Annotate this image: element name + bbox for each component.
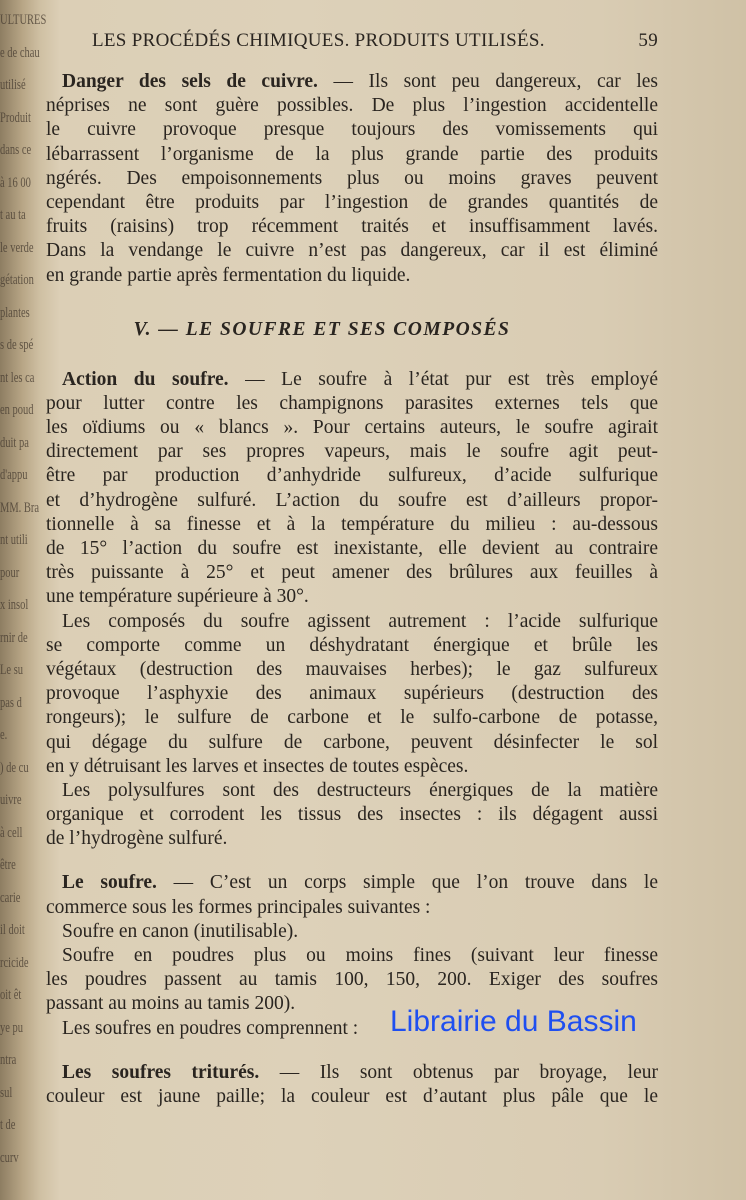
text-line: qui dégage du sulfure de carbone, peuvent désinfecter le sol <box>46 731 658 753</box>
facing-page-fragment: Produit <box>0 109 31 126</box>
facing-page-fragment: ) de cu <box>0 759 29 776</box>
text-line: de 15° l’action du soufre est inexistante, elle devient au contraire <box>46 538 658 559</box>
running-title: LES PROCÉDÉS CHIMIQUES. PRODUITS UTILISÉS. <box>92 30 545 51</box>
facing-page-fragment: il doit <box>0 922 25 938</box>
paragraph <box>46 779 658 852</box>
text-line: commerce sous les formes principales suivantes : <box>46 896 431 918</box>
text-line: directement par ses propres vapeurs, mais le soufre agit peut- <box>46 441 658 463</box>
facing-page-fragment: rcicide <box>0 954 29 971</box>
paragraph-lead: Les soufres triturés. <box>62 1061 260 1083</box>
facing-page-fragment: Le su <box>0 662 24 678</box>
running-header <box>92 30 658 52</box>
text-line: végétaux (destruction des mauvaises herbes); le gaz sulfureux <box>46 658 658 680</box>
facing-page-fragment: gétation <box>0 272 34 288</box>
facing-page-fragment: e. <box>0 727 8 743</box>
facing-page-fragment: carie <box>0 889 21 906</box>
text-line: organique et corrodent les tissus des insectes : ils dégagent aussi <box>46 804 658 826</box>
text-line: le cuivre provoque presque toujours des vomissements qui <box>46 119 658 141</box>
text-line: lébarrassent l’organisme de la plus grande partie des produits <box>46 143 658 165</box>
facing-page-fragment: pas d <box>0 694 22 711</box>
facing-page-fragment: en poud <box>0 402 34 418</box>
watermark-text: Librairie du Bassin <box>390 1005 637 1038</box>
text-line: cependant être produits par l’ingestion de grandes quantités de <box>46 191 658 213</box>
text-line: Soufre en poudres plus ou moins fines (suivant leur finesse <box>62 945 658 966</box>
text-line: Les soufres triturés. — Ils sont obtenus par broyage, leur <box>62 1061 658 1083</box>
facing-page-fragment: ye pu <box>0 1019 24 1036</box>
facing-page-fragment: d'appu <box>0 467 28 483</box>
text-line: se comporte comme un déshydratant énergique et brûle les <box>46 634 658 656</box>
text-line: de l’hydrogène sulfuré. <box>46 828 228 850</box>
facing-page-fragment: uivre <box>0 792 22 808</box>
facing-page-fragment: dans ce <box>0 142 32 158</box>
text-line: Dans la vendange le cuivre n’est pas dangereux, car il est éliminé <box>46 240 658 262</box>
text-line: Les composés du soufre agissent autrement : l’acide sulfurique <box>62 610 658 632</box>
text-line: rongeurs); le sulfure de carbone et le sulfo-carbone de potasse, <box>46 707 658 729</box>
facing-page-fragment: s de spé <box>0 337 34 353</box>
paragraph <box>46 920 658 944</box>
text-line: Action du soufre. — Le soufre à l’état pur est très employé <box>62 368 658 390</box>
facing-page-fragment: nt les ca <box>0 369 35 386</box>
facing-page-fragment: t au ta <box>0 207 26 223</box>
paragraph-lead: Le soufre. <box>62 872 157 894</box>
text-line: en y détruisant les larves et insectes de toutes espèces. <box>46 755 469 777</box>
paragraph <box>46 1061 658 1109</box>
paragraph <box>46 871 658 919</box>
text-line: les oïdiums ou « blancs ». Pour certains auteurs, le soufre agirait <box>46 417 658 439</box>
page-body <box>46 70 658 1109</box>
facing-page-fragment: pour <box>0 564 20 581</box>
paragraph-lead: Danger des sels de cuivre. <box>62 71 318 92</box>
facing-page-fragment: oit êt <box>0 987 22 1003</box>
text-line: très puissante à 25° et peut amener des brûlures aux feuilles à <box>46 562 658 584</box>
facing-page-fragment: curv <box>0 1149 19 1166</box>
text-line: Soufre en canon (inutilisable). <box>62 920 299 942</box>
facing-page-fragment: sul <box>0 1084 13 1101</box>
text-line: néprises ne sont guère possibles. De plus l’ingestion accidentelle <box>46 95 658 117</box>
paragraph <box>46 368 658 610</box>
facing-page-fragment: plantes <box>0 304 30 321</box>
facing-page-fragment: nt utili <box>0 532 28 548</box>
facing-page-fragment: rnir de <box>0 629 28 646</box>
facing-page-fragment: utilisé <box>0 77 26 93</box>
facing-page-fragment: x insol <box>0 597 29 613</box>
text-line: pour lutter contre les champignons parasites externes tels que <box>46 392 658 414</box>
text-line: passant au moins au tamis 200). <box>46 993 296 1015</box>
text-line: les poudres passent au tamis 100, 150, 200. Exiger des soufres <box>46 969 658 991</box>
text-line: provoque l’asphyxie des animaux supérieurs (destruction des <box>46 683 658 705</box>
facing-page-fragment: ntra <box>0 1052 17 1068</box>
text-line: couleur est jaune paille; la couleur est d’autant plus pâle que le <box>46 1085 658 1107</box>
facing-page-fragment: le verde <box>0 239 34 256</box>
facing-page-fragment: à cell <box>0 824 23 841</box>
text-line: être par production d’anhydride sulfureux, d’acide sulfurique <box>46 465 658 487</box>
text-line: Les polysulfures sont des destructeurs énergiques de la matière <box>62 779 658 801</box>
facing-page-fragment: duit pa <box>0 434 29 451</box>
text-line: en grande partie après fermentation du liquide. <box>46 264 411 286</box>
paragraph <box>46 70 658 288</box>
text-line: fruits (raisins) trop récemment traités et insuffisamment lavés. <box>46 216 658 238</box>
paragraph-gap <box>46 851 658 871</box>
page-number: 59 <box>638 30 658 51</box>
text-line: une température supérieure à 30°. <box>46 586 309 608</box>
facing-page-fragment: être <box>0 857 16 873</box>
facing-page-fragment: t de <box>0 1117 16 1133</box>
facing-page-fragment: ULTURES <box>0 12 47 28</box>
facing-page-fragment: à 16 00 <box>0 174 31 191</box>
text-line: ngérés. Des empoisonnements plus ou moins graves peuvent <box>46 167 658 189</box>
text-line: tionnelle à sa finesse et à la température du milieu : au-dessous <box>46 513 658 535</box>
facing-page-fragment: e de chau <box>0 44 40 61</box>
text-line: Le soufre. — C’est un corps simple que l’on trouve dans le <box>62 872 658 894</box>
facing-page-fragment: MM. Bra <box>0 499 40 516</box>
text-line: et d’hydrogène sulfuré. L’action du soufre est d’ailleurs propor- <box>46 489 658 511</box>
text-line: Les soufres en poudres comprennent : <box>62 1017 359 1039</box>
text-line: Danger des sels de cuivre. — Ils sont peu dangereux, car les <box>62 71 658 92</box>
paragraph <box>46 610 658 779</box>
paragraph-gap <box>46 1041 658 1061</box>
paragraph-lead: Action du soufre. <box>62 368 229 390</box>
section-heading: V. — LE SOUFRE ET SES COMPOSÉS <box>133 318 511 340</box>
